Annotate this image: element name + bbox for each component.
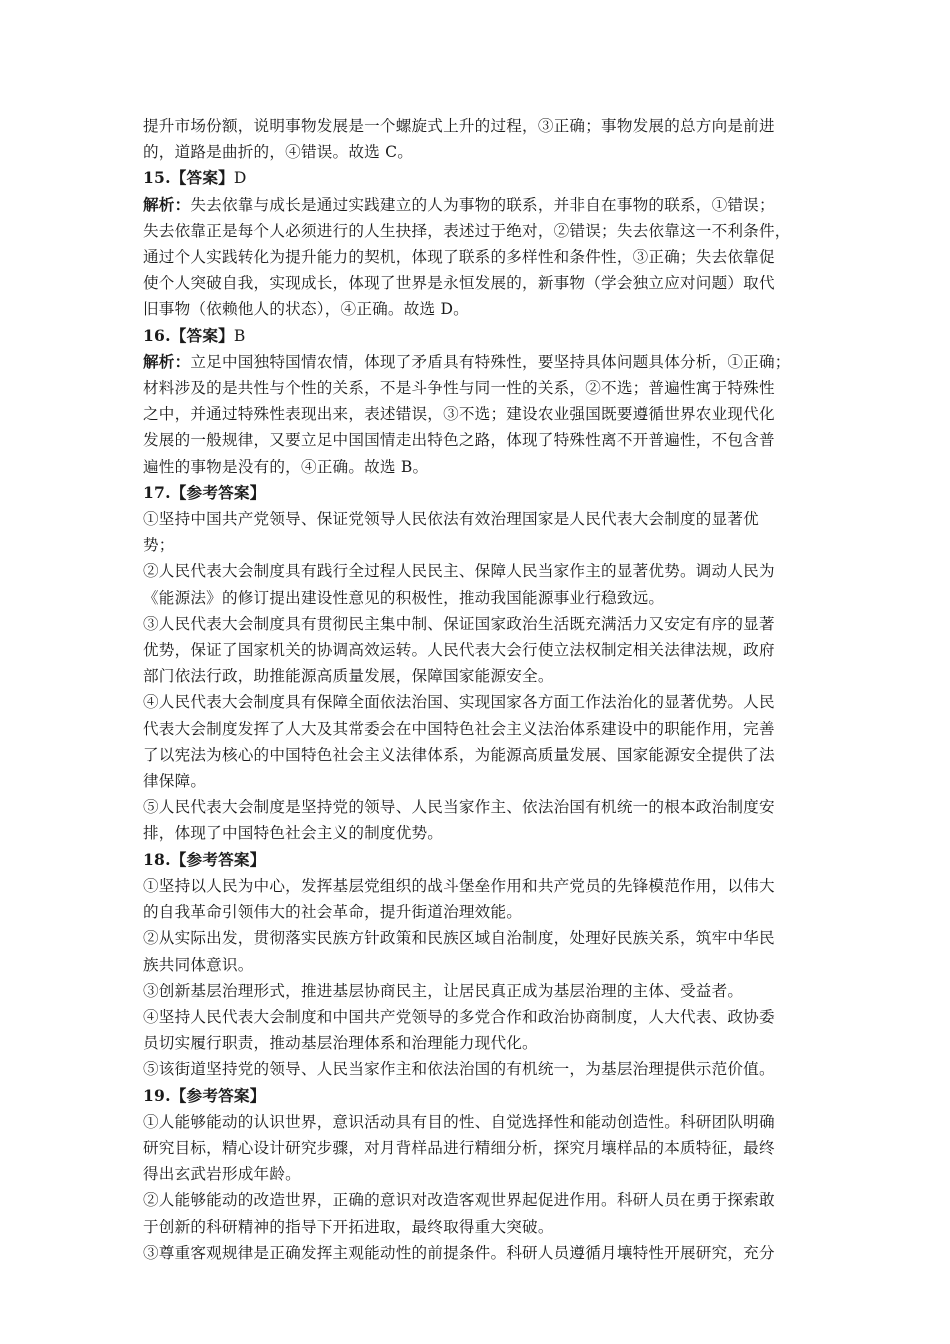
text-line: 之中，并通过特殊性表现出来，表述错误，③不选；建设农业强国既要遵循世界农业现代化 <box>143 405 775 424</box>
text-line: 通过个人实践转化为提升能力的契机，体现了联系的多样性和条件性，③正确；失去依靠促 <box>143 248 775 267</box>
text-line: 的自我革命引领伟大的社会革命，提升街道治理效能。 <box>143 903 523 922</box>
question-number: 17. <box>143 482 171 502</box>
text-line: 旧事物（依赖他人的状态），④正确。故选 D。 <box>143 300 469 319</box>
text-line: 优势，保证了国家机关的协调高效运转。人民代表大会行使立法权制定相关法律法规，政府 <box>143 641 775 660</box>
text-line: 提升市场份额，说明事物发展是一个螺旋式上升的过程，③正确；事物发展的总方向是前进 <box>143 117 775 135</box>
text-line <box>143 192 811 218</box>
text-line: 使个人突破自我，实现成长，体现了世界是永恒发展的，新事物（学会独立应对问题）取代 <box>143 274 775 293</box>
question-19-heading <box>143 1083 811 1109</box>
analysis-text: 失去依靠与成长是通过实践建立的人为事物的联系，并非自在事物的联系，①错误； <box>190 195 775 214</box>
text-line: 研究目标，精心设计研究步骤，对月背样品进行精细分析，探究月壤样品的本质特征，最终 <box>143 1138 775 1157</box>
answer-tag: 【参考答案】 <box>170 1085 266 1105</box>
text-line: ②从实际出发，贯彻落实民族方针政策和民族区域自治制度，处理好民族关系，筑牢中华民 <box>143 929 775 948</box>
question-16-heading <box>143 323 811 349</box>
question-17 <box>143 480 811 847</box>
text-line: ③人民代表大会制度具有贯彻民主集中制、保证国家政治生活既充满活力又安定有序的显著 <box>143 614 775 633</box>
answer-tag: 【答案】 <box>170 325 234 345</box>
document-page <box>143 113 811 1266</box>
text-line: ④人民代表大会制度具有保障全面依法治国、实现国家各方面工作法治化的显著优势。人民 <box>143 693 775 712</box>
answer-letter: D <box>233 169 247 188</box>
question-number: 16. <box>143 325 171 345</box>
text-line: ④坚持人民代表大会制度和中国共产党领导的多党合作和政治协商制度，人大代表、政协委 <box>143 1007 775 1026</box>
question-19 <box>143 1083 811 1266</box>
text-line: 于创新的科研精神的指导下开拓进取，最终取得重大突破。 <box>143 1217 554 1236</box>
analysis-text: 立足中国独特国情农情，体现了矛盾具有特殊性，要坚持具体问题具体分析，①正确； <box>190 352 791 371</box>
question-number: 18. <box>143 849 171 869</box>
analysis-label: 解析： <box>143 351 191 371</box>
text-line: 得出玄武岩形成年龄。 <box>143 1165 301 1184</box>
text-line: 《能源法》的修订提出建设性意见的积极性，推动我国能源事业行稳致远。 <box>143 588 665 607</box>
text-line: 律保障。 <box>143 772 207 791</box>
text-line: ①人能够能动的认识世界，意识活动具有目的性、自觉选择性和能动创造性。科研团队明确 <box>143 1112 775 1131</box>
question-16 <box>143 323 811 480</box>
text-line: 部门依法行政，助推能源高质量发展，保障国家能源安全。 <box>143 667 554 686</box>
text-line: 势； <box>143 536 175 555</box>
text-line: ⑤人民代表大会制度是坚持党的领导、人民当家作主、依法治国有机统一的根本政治制度安 <box>143 798 775 817</box>
question-18 <box>143 847 811 1083</box>
question-number: 19. <box>143 1085 171 1105</box>
intro-paragraph <box>143 113 811 165</box>
text-line: ②人能够能动的改造世界，正确的意识对改造客观世界起促进作用。科研人员在勇于探索敢 <box>143 1191 775 1210</box>
text-line: ⑤该街道坚持党的领导、人民当家作主和依法治国的有机统一，为基层治理提供示范价值。 <box>143 1060 775 1079</box>
text-line: 遍性的事物是没有的，④正确。故选 B。 <box>143 457 429 476</box>
text-line: 材料涉及的是共性与个性的关系，不是斗争性与同一性的关系，②不选；普遍性寓于特殊性 <box>143 379 775 398</box>
text-line: ①坚持以人民为中心，发挥基层党组织的战斗堡垒作用和共产党员的先锋模范作用，以伟大 <box>143 876 775 895</box>
question-15-heading <box>143 165 811 191</box>
text-line <box>143 349 811 375</box>
question-15 <box>143 165 811 322</box>
text-line: ③尊重客观规律是正确发挥主观能动性的前提条件。科研人员遵循月壤特性开展研究，充分 <box>143 1243 775 1262</box>
answer-letter: B <box>233 326 246 345</box>
text-line: 发展的一般规律，又要立足中国国情走出特色之路，体现了特殊性离不开普遍性，不包含普 <box>143 431 775 450</box>
analysis-label: 解析： <box>143 194 191 214</box>
text-line: ③创新基层治理形式，推进基层协商民主，让居民真正成为基层治理的主体、受益者。 <box>143 981 744 1000</box>
answer-tag: 【参考答案】 <box>170 849 266 869</box>
text-line: 的，道路是曲折的，④错误。故选 C。 <box>143 143 413 162</box>
text-line: 失去依靠正是每个人必须进行的人生抉择，表述过于绝对，②错误；失去依靠这一不利条件， <box>143 221 791 240</box>
question-18-heading <box>143 847 811 873</box>
answer-tag: 【参考答案】 <box>170 482 266 502</box>
text-line: 排，体现了中国特色社会主义的制度优势。 <box>143 824 444 843</box>
answer-tag: 【答案】 <box>170 168 234 188</box>
text-line: 员切实履行职责，推动基层治理体系和治理能力现代化。 <box>143 1034 538 1053</box>
text-line: 代表大会制度发挥了人大及其常委会在中国特色社会主义法治体系建设中的职能作用，完善 <box>143 719 775 738</box>
question-number: 15. <box>143 168 171 188</box>
text-line: 族共同体意识。 <box>143 955 254 974</box>
question-17-heading <box>143 480 811 506</box>
text-line: ②人民代表大会制度具有践行全过程人民民主、保障人民当家作主的显著优势。调动人民为 <box>143 562 775 581</box>
text-line: ①坚持中国共产党领导、保证党领导人民依法有效治理国家是人民代表大会制度的显著优 <box>143 510 759 529</box>
text-line: 了以宪法为核心的中国特色社会主义法律体系，为能源高质量发展、国家能源安全提供了法 <box>143 745 775 764</box>
